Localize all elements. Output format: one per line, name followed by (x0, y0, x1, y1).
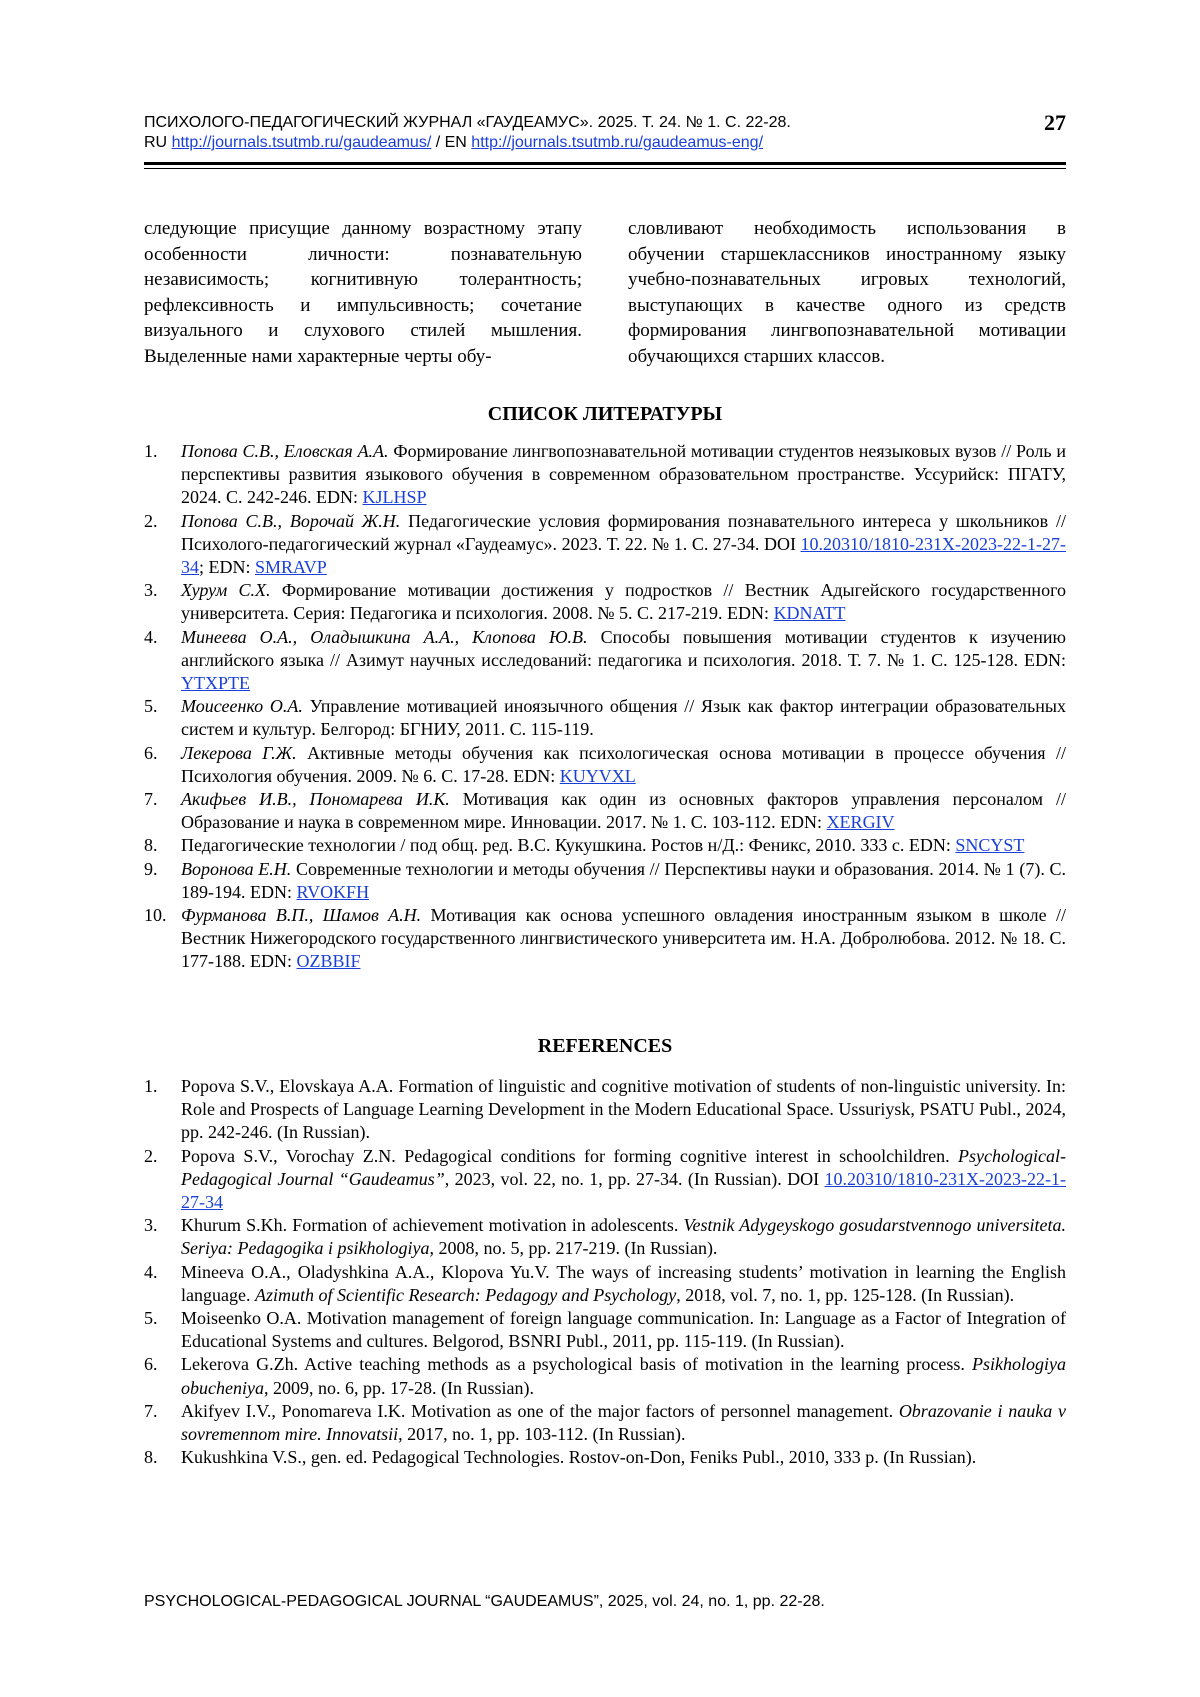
reference-link[interactable]: KUYVXL (559, 765, 636, 786)
reference-text: Lekerova G.Zh. Active teaching methods as a psychological basis of motivation in the learning process. (181, 1354, 973, 1375)
reference-item (144, 858, 1066, 904)
reference-authors: Моисеенко О.А. (181, 696, 303, 717)
reference-source: Azimuth of Scientific Research: Pedagogy and Psychology (254, 1284, 677, 1305)
reference-item (144, 510, 1066, 580)
reference-item (144, 1214, 1066, 1260)
reference-number: 2. (144, 510, 158, 531)
reference-text: Popova S.V., Vorochay Z.N. Pedagogical conditions for forming cognitive interest in schoolchildren. (181, 1145, 959, 1166)
reference-link[interactable]: SMRAVP (255, 557, 327, 578)
ru-label: RU (144, 134, 168, 151)
reference-text: Popova S.V., Elovskaya A.A. Formation of linguistic and cognitive motivation of students of non-linguistic university. In: Role and Prospects of Language Learning Development in the Modern Educational Space. Ussuriysk, PSATU Publ., 2024, pp. 242-246. (In Russian). (181, 1076, 1066, 1143)
reference-item (144, 1075, 1066, 1145)
reference-item (144, 742, 1066, 788)
reference-text: Способы повышения мотивации студентов к изучению английского языка // Азимут научных исследований: педагогика и психология. 2018. Т. 7. № 1. С. 125-128. EDN: (181, 626, 1066, 670)
reference-authors: Минеева О.А., Оладышкина А.А., Клопова Ю.В. (181, 626, 588, 647)
reference-tail: , 2018, vol. 7, no. 1, pp. 125-128. (In Russian). (676, 1284, 1015, 1305)
left-column (144, 216, 582, 369)
right-column-text: словливают необходимость использования в обучении старшеклассников иностранному языку учебно-познавательных игровых технологий, выступающих в качестве одного из средств формирования лингвопознавательной мотивации обучающихся старших классов. (628, 218, 1066, 367)
reference-number: 8. (144, 835, 158, 856)
reference-text: Мотивация как один из основных факторов управления персоналом // Образование и наука в современном мире. Инновации. 2017. № 1. С. 103-112. EDN: (181, 789, 1066, 833)
reference-item (144, 904, 1066, 974)
reference-link[interactable]: SNCYST (955, 835, 1025, 856)
en-references-list (144, 1075, 1066, 1469)
reference-authors: Хурум С.Х. (181, 580, 271, 601)
reference-item (144, 1400, 1066, 1446)
reference-link[interactable]: OZBBIF (296, 951, 361, 972)
reference-number: 8. (144, 1447, 158, 1468)
reference-number: 6. (144, 742, 158, 763)
reference-link[interactable]: 10.20310/1810-231X-2023-22-1-27-34 (181, 533, 1066, 578)
reference-source: Psikhologiya obucheniya (181, 1354, 1066, 1398)
reference-item (144, 440, 1066, 510)
reference-item (144, 1307, 1066, 1353)
reference-text: Мотивация как основа успешного овладения иностранным языком в школе // Вестник Нижегородского государственного лингвистического университета им. Н.А. Добролюбова. 2012. № 18. С. 177-188. EDN: (181, 905, 1066, 972)
journal-citation: ПСИХОЛОГО-ПЕДАГОГИЧЕСКИЙ ЖУРНАЛ «ГАУДЕАМУС». 2025. Т. 24. № 1. С. 22-28. (144, 114, 791, 131)
reference-number: 3. (144, 1215, 158, 1236)
reference-source: Vestnik Adygeyskogo gosudarstvennogo universiteta. Seriya: Pedagogika i psikhologiya (181, 1215, 1066, 1259)
reference-source: Obrazovanie i nauka v sovremennom mire. Innovatsii (181, 1400, 1066, 1445)
en-journal-link[interactable]: http://journals.tsutmb.ru/gaudeamus-eng/ (471, 134, 764, 151)
reference-text: Akifyev I.V., Ponomareva I.K. Motivation as one of the major factors of personnel management. (181, 1400, 899, 1421)
reference-text: Mineeva O.A., Oladyshkina A.A., Klopova Yu.V. The ways of increasing students’ motivation in learning the English language. (181, 1261, 1066, 1305)
reference-text: Формирование мотивации достижения у подростков // Вестник Адыгейского государственного университета. Серия: Педагогика и психология. 2008. № 5. С. 217-219. EDN: (181, 580, 1066, 624)
running-footer: PSYCHOLOGICAL-PEDAGOGICAL JOURNAL “GAUDEAMUS”, 2025, vol. 24, no. 1, pp. 22-28. (144, 1593, 825, 1610)
reference-text: Формирование лингвопознавательной мотивации студентов неязыковых вузов // Роль и перспективы развития языкового обучения в современном образовательном пространстве. Уссурийск: ПГАТУ, 2024. С. 242-246. EDN: (181, 441, 1066, 508)
header-rule-thin (144, 168, 1066, 169)
header-rule-thick (144, 162, 1066, 165)
reference-tail: , 2017, no. 1, pp. 103-112. (In Russian). (398, 1424, 686, 1445)
reference-number: 7. (144, 789, 158, 810)
reference-authors: Акифьев И.В., Пономарева И.К. (181, 789, 450, 810)
reference-number: 6. (144, 1354, 158, 1375)
reference-text: Педагогические технологии / под общ. ред. В.С. Кукушкина. Ростов н/Д.: Феникс, 2010. 333 с. EDN: (181, 835, 956, 856)
reference-authors: Воронова Е.Н. (181, 858, 292, 879)
reference-link[interactable]: RVOKFH (296, 881, 370, 902)
ru-references-title: СПИСОК ЛИТЕРАТУРЫ (487, 403, 723, 425)
right-column (628, 216, 1066, 369)
reference-text: Управление мотивацией иноязычного общения // Язык как фактор интеграции образовательных систем и культур. Белгород: БГНИУ, 2011. С. 115-119. (181, 696, 1066, 740)
reference-authors: Попова С.В., Еловская А.А. (181, 441, 389, 461)
reference-authors: Лекерова Г.Ж. (181, 742, 297, 763)
reference-item (144, 579, 1066, 625)
reference-item (144, 695, 1066, 741)
reference-source: Psychological-Pedagogical Journal “Gaudeamus” (181, 1145, 1066, 1189)
reference-link[interactable]: KJLHSP (362, 487, 427, 508)
reference-number: 1. (144, 441, 158, 461)
ru-references-list (144, 440, 1066, 974)
reference-tail: ; EDN: (199, 557, 255, 578)
reference-link[interactable]: YTXPTE (181, 673, 250, 694)
reference-authors: Фурманова В.П., Шамов А.Н. (181, 905, 422, 926)
reference-number: 4. (144, 626, 158, 647)
reference-link[interactable]: 10.20310/1810-231X-2023-22-1-27-34 (181, 1168, 1066, 1213)
reference-number: 5. (144, 696, 158, 717)
journal-urls (144, 133, 1066, 153)
reference-number: 7. (144, 1400, 158, 1421)
reference-number: 1. (144, 1076, 158, 1096)
reference-item (144, 1261, 1066, 1307)
reference-text: Педагогические условия формирования познавательного интереса у школьников // Психолого-педагогический журнал «Гаудеамус». 2023. Т. 22. № 1. С. 27-34. DOI (181, 510, 1066, 554)
body-columns (144, 216, 1066, 369)
reference-item (144, 834, 1066, 857)
reference-item (144, 1353, 1066, 1399)
page-number: 27 (1044, 110, 1066, 135)
reference-tail: , 2023, vol. 22, no. 1, pp. 27-34. (In Russian). DOI (444, 1168, 825, 1189)
reference-number: 9. (144, 858, 158, 879)
reference-tail: , 2009, no. 6, pp. 17-28. (In Russian). (263, 1377, 534, 1398)
reference-number: 3. (144, 580, 158, 601)
reference-text: Современные технологии и методы обучения // Перспективы науки и образования. 2014. № 1 (7). С. 189-194. EDN: (181, 858, 1067, 902)
reference-number: 2. (144, 1145, 158, 1166)
reference-text: Khurum S.Kh. Formation of achievement motivation in adolescents. (181, 1215, 684, 1236)
en-label: / EN (435, 134, 467, 151)
reference-number: 5. (144, 1308, 158, 1329)
reference-text: Активные методы обучения как психологическая основа мотивации в процессе обучения // Психология обучения. 2009. № 6. С. 17-28. EDN: (181, 742, 1066, 786)
reference-authors: Попова С.В., Ворочай Ж.Н. (181, 510, 401, 531)
en-references-title: REFERENCES (537, 1035, 673, 1057)
left-column-text: следующие присущие данному возрастному этапу особенности личности: познавательную независимость; когнитивную толерантность; рефлексивность и импульсивность; сочетание визуального и слухового стилей мышления. Выделенные нами характерные черты обу- (144, 218, 582, 367)
reference-tail: , 2008, no. 5, pp. 217-219. (In Russian). (429, 1238, 718, 1259)
reference-item (144, 1145, 1066, 1215)
reference-number: 10. (144, 905, 167, 926)
reference-link[interactable]: KDNATT (773, 603, 846, 624)
reference-text: Kukushkina V.S., gen. ed. Pedagogical Technologies. Rostov-on-Don, Feniks Publ., 2010, 333 p. (In Russian). (181, 1447, 977, 1468)
reference-item (144, 626, 1066, 696)
reference-number: 4. (144, 1261, 158, 1282)
reference-text: Moiseenko O.A. Motivation management of foreign language communication. In: Language as a Factor of Integration of Educational Systems and cultures. Belgorod, BSNRI Publ., 2011, pp. 115-119. (In Russian). (181, 1308, 1066, 1352)
reference-item (144, 788, 1066, 834)
reference-link[interactable]: XERGIV (826, 812, 895, 833)
reference-item (144, 1446, 1066, 1469)
ru-journal-link[interactable]: http://journals.tsutmb.ru/gaudeamus/ (171, 134, 432, 151)
running-header (144, 113, 1066, 153)
